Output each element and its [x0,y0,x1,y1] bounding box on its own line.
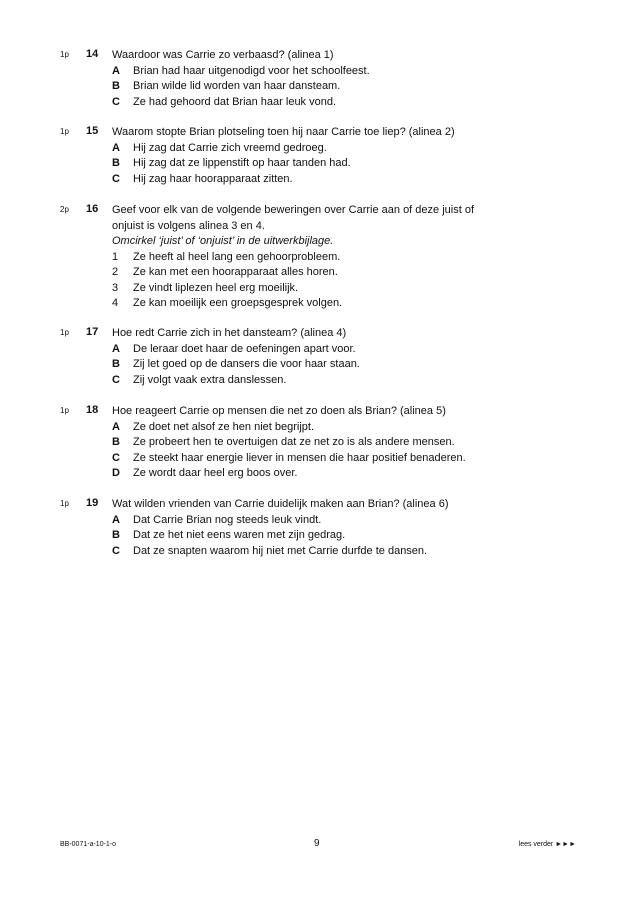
question-text: Hoe redt Carrie zich in het dansteam? (alinea 4) [112,327,347,339]
question-text: Waardoor was Carrie zo verbaasd? (alinea 1) [112,49,334,61]
question-instruction: Omcirkel ‘juist’ of ‘onjuist’ in de uitwerkbijlage. [112,235,334,247]
statement-item [112,296,542,312]
option-text: Dat Carrie Brian nog steeds leuk vindt. [133,513,322,526]
question-points: 1p [60,499,69,508]
option-label: A [112,420,120,433]
option-text: Brian wilde lid worden van haar dansteam. [133,80,341,92]
answer-option [112,357,542,373]
answer-option [112,64,542,80]
statement-text: Ze heeft al heel lang een gehoorprobleem. [133,250,341,263]
option-label: D [112,467,120,479]
answer-option [112,528,542,544]
answer-option [112,95,542,111]
question-number: 18 [86,404,99,416]
statement-label: 1 [112,250,119,263]
answer-option [112,544,542,560]
answer-option [112,172,542,188]
option-label: B [112,80,120,92]
option-text: Ze wordt daar heel erg boos over. [133,467,298,479]
answer-option [112,451,542,467]
statement-text: Ze vindt liplezen heel erg moeilijk. [133,281,299,294]
option-text: Dat ze het niet eens waren met zijn gedrag. [133,529,346,541]
option-text: Brian had haar uitgenodigd voor het schoolfeest. [133,64,370,77]
statement-label: 2 [112,266,119,278]
question-number: 19 [86,497,99,509]
answer-option [112,420,542,436]
statement-item [112,281,542,297]
answer-option [112,466,542,482]
answer-option [112,156,542,172]
answer-option [112,141,542,157]
option-text: Hij zag haar hoorapparaat zitten. [133,172,293,185]
option-label: C [112,373,120,386]
question-text: Waarom stopte Brian plotseling toen hij naar Carrie toe liep? (alinea 2) [112,126,455,138]
option-text: Zij volgt vaak extra danslessen. [133,373,287,386]
statement-text: Ze kan met een hoorapparaat alles horen. [133,266,338,278]
option-text: Dat ze snapten waarom hij niet met Carrie durfde te dansen. [133,544,428,557]
option-label: B [112,358,120,370]
question-points: 1p [60,127,69,136]
statement-label: 3 [112,281,119,294]
option-label: C [112,451,120,464]
question-points: 1p [60,50,69,59]
question-text: Wat wilden vrienden van Carrie duidelijk maken aan Brian? (alinea 6) [112,498,449,510]
question-text: Hoe reageert Carrie op mensen die net zo doen als Brian? (alinea 5) [112,405,446,417]
option-text: De leraar doet haar de oefeningen apart voor. [133,342,356,355]
option-label: A [112,64,120,77]
option-label: B [112,529,120,541]
option-text: Ze steekt haar energie liever in mensen die haar positief benaderen. [133,451,466,464]
answer-option [112,373,542,389]
question-number: 17 [86,326,99,338]
statement-label: 4 [112,297,119,309]
answer-option [112,342,542,358]
option-label: C [112,95,120,108]
statement-text: Ze kan moeilijk een groepsgesprek volgen. [133,297,343,309]
option-label: A [112,141,120,154]
question-body [112,404,542,482]
continue-indicator: lees verder ►►► [518,841,576,848]
page-number: 9 [314,838,320,849]
option-label: C [112,172,120,185]
question-text: Geef voor elk van de volgende beweringen over Carrie aan of deze juist of [112,204,474,216]
question-points: 1p [60,406,69,415]
option-label: C [112,544,120,557]
option-text: Ze doet net alsof ze hen niet begrijpt. [133,420,315,433]
question-number: 15 [86,125,99,137]
option-text: Zij let goed op de dansers die voor haar staan. [133,358,360,370]
question-number: 14 [86,48,99,60]
answer-option [112,435,542,451]
page-footer [0,838,636,852]
statement-item [112,250,542,266]
answer-option [112,513,542,529]
question-points: 2p [60,205,69,214]
question-body [112,326,542,388]
option-label: A [112,513,120,526]
option-text: Hij zag dat ze lippenstift op haar tanden had. [133,157,351,169]
document-code: BB-0071-a-10-1-o [60,841,117,848]
question-number: 16 [86,203,99,215]
option-label: A [112,342,120,355]
option-label: B [112,436,120,448]
question-body [112,497,542,559]
option-text: Hij zag dat Carrie zich vreemd gedroeg. [133,141,327,154]
question-body [112,203,542,312]
question-text: onjuist is volgens alinea 3 en 4. [112,219,265,232]
answer-option [112,79,542,95]
option-text: Ze had gehoord dat Brian haar leuk vond. [133,95,337,108]
option-text: Ze probeert hen te overtuigen dat ze net zo is als andere mensen. [133,436,455,448]
question-body [112,48,542,110]
question-points: 1p [60,328,69,337]
question-body [112,125,542,187]
statement-item [112,265,542,281]
option-label: B [112,157,120,169]
